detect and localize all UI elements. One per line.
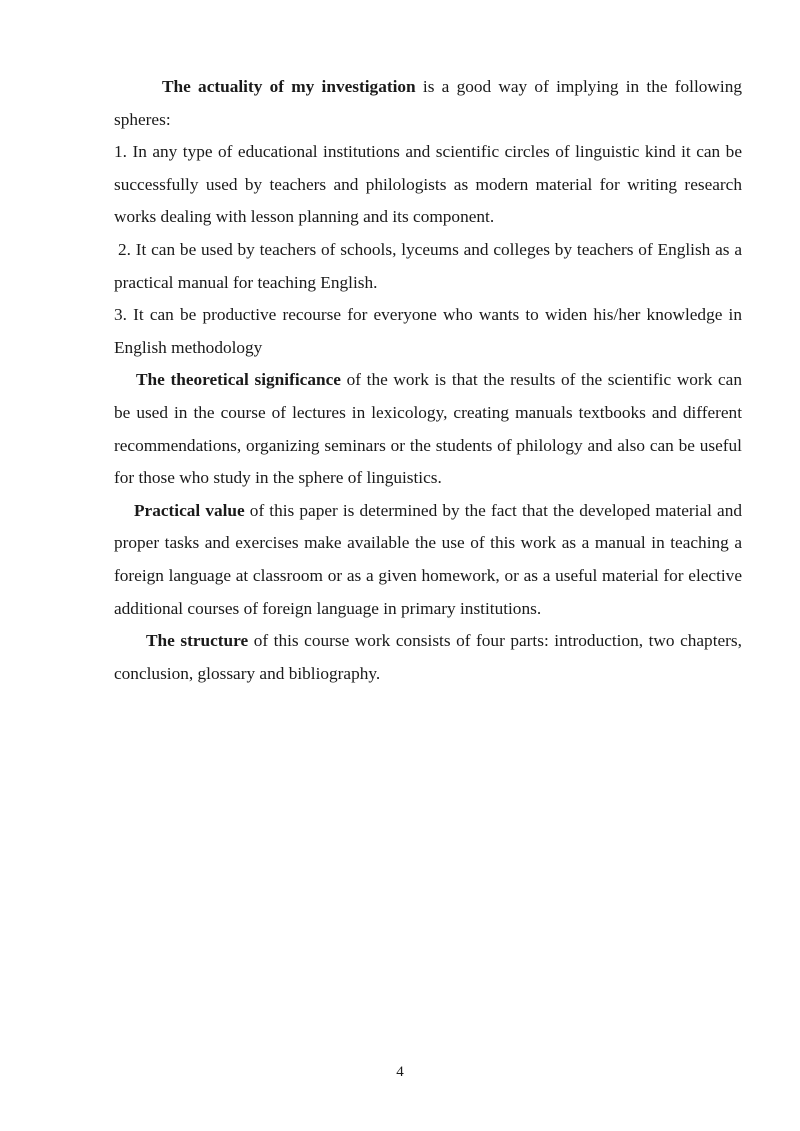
- list-item-2-text: 2. It can be used by teachers of schools, lyceums and colleges by teachers of English as a practical manual for teaching English.: [114, 239, 742, 292]
- document-page: [114, 71, 742, 690]
- list-item-2: [114, 234, 742, 299]
- practical-text: of this paper is determined by the fact that the developed material and proper tasks and exercises make available the use of this work as a manual in teaching a foreign language at classroom or as a given homework, or as a useful material for elective additional courses of foreign language in primary institutions.: [114, 500, 743, 618]
- practical-paragraph: [114, 495, 742, 625]
- structure-heading: The structure: [146, 631, 249, 651]
- actuality-paragraph: [114, 71, 742, 136]
- structure-paragraph: [114, 625, 742, 690]
- list-item-1-text: 1. In any type of educational institutions and scientific circles of linguistic kind it can be successfully used by teachers and philologists as modern material for writing research works dealing with lesson planning and its component.: [114, 142, 742, 227]
- practical-heading: Practical value: [134, 500, 245, 520]
- actuality-text: is a good way of implying in the following spheres:: [114, 77, 742, 129]
- actuality-heading: The actuality of my investigation: [162, 77, 416, 96]
- theoretical-heading: The theoretical significance: [136, 370, 341, 390]
- list-item-1: [114, 136, 742, 234]
- structure-text: of this course work consists of four parts: introduction, two chapters, conclusion, glossary and bibliography.: [114, 631, 742, 683]
- theoretical-paragraph: [114, 364, 742, 494]
- page-number: 4: [396, 1064, 404, 1080]
- list-item-3-text: 3. It can be productive recourse for everyone who wants to widen his/her knowledge in English methodology: [114, 305, 742, 357]
- list-item-3: [114, 299, 742, 364]
- theoretical-text: of the work is that the results of the scientific work can be used in the course of lectures in lexicology, creating manuals textbooks and different recommendations, organizing seminars or the students of philology and also can be useful for those who study in the sphere of linguistics.: [114, 370, 742, 488]
